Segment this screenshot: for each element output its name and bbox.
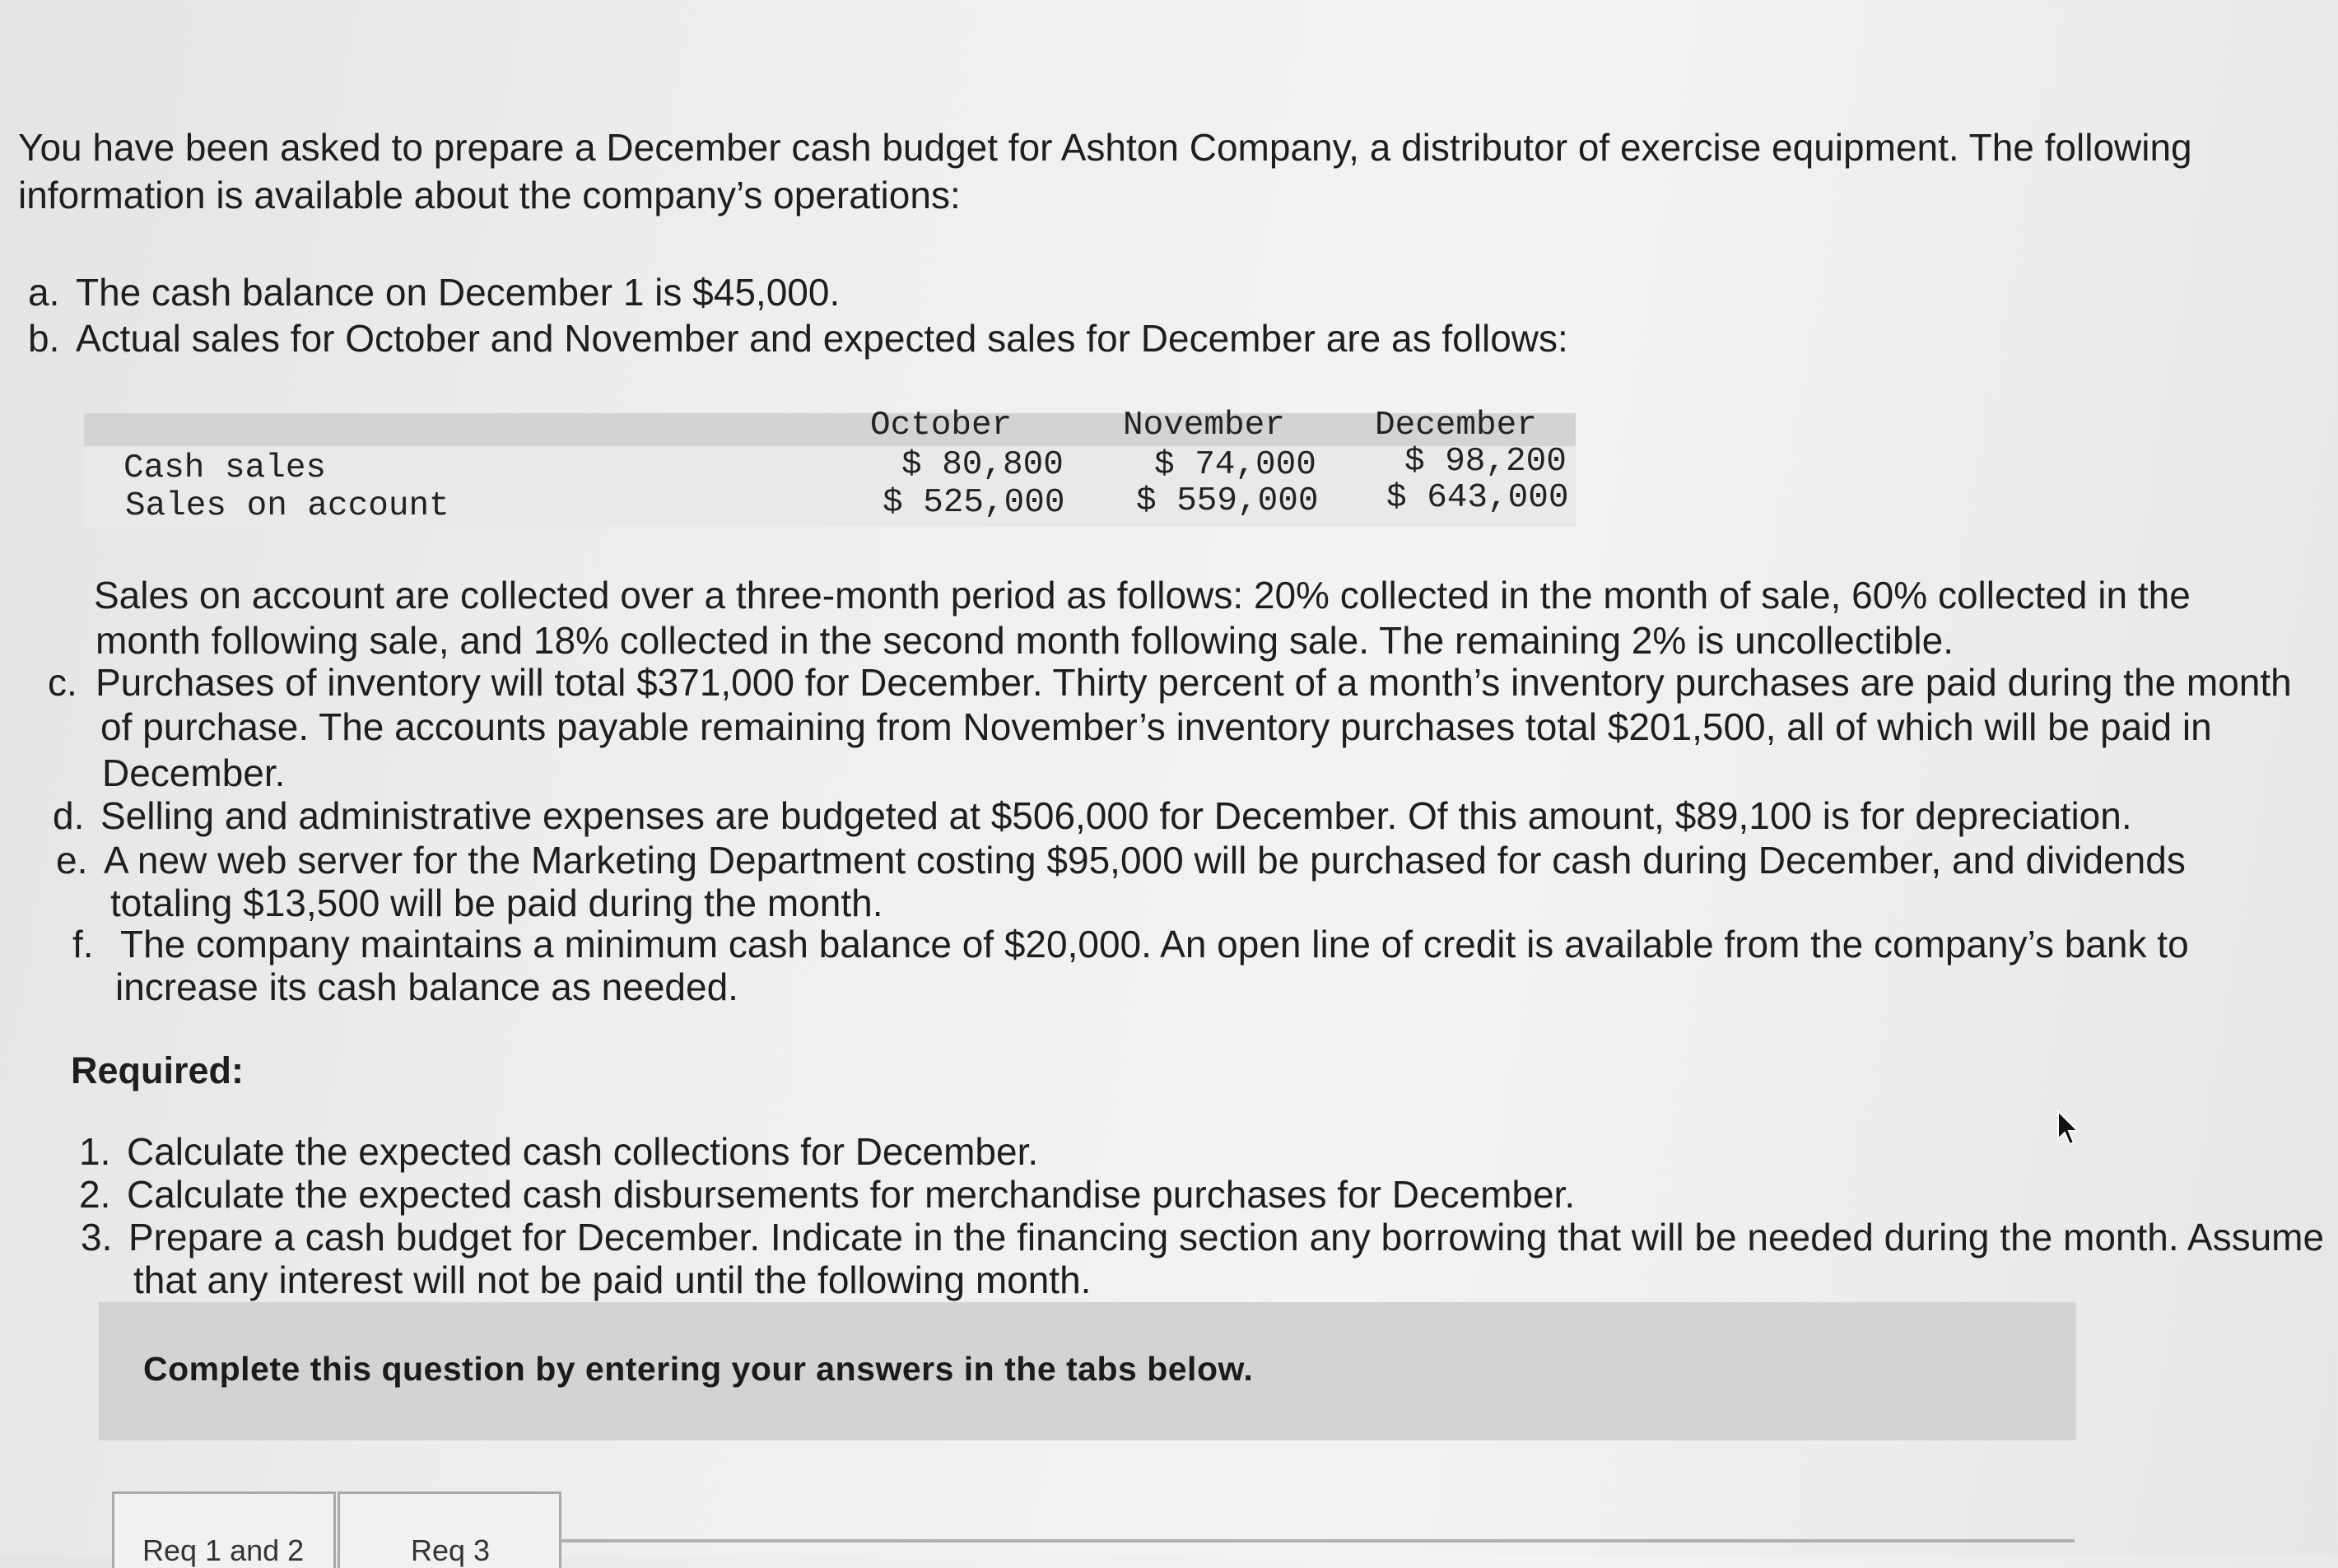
required-2-label: 2. <box>79 1173 111 1216</box>
intro-line-2: information is available about the company’s operations: <box>18 174 961 216</box>
sales-table <box>84 405 1576 528</box>
item-b-text: Actual sales for October and November and expected sales for December are as follows: <box>76 317 1568 360</box>
item-a-text: The cash balance on December 1 is $45,000. <box>76 271 841 314</box>
required-1-text: Calculate the expected cash collections for December. <box>127 1130 1039 1173</box>
item-c <box>48 658 2292 706</box>
item-c-line-3: December. <box>102 751 286 794</box>
intro-line-1: You have been asked to prepare a December cash budget for Ashton Company, a distributor of exercise equipment. The following <box>18 126 2192 169</box>
required-3-line-2: that any interest will not be paid until the following month. <box>133 1259 1092 1301</box>
required-item-1 <box>79 1128 1038 1175</box>
tab-req-1-and-2-label: Req 1 and 2 <box>142 1533 305 1567</box>
item-f-line-2: increase its cash balance as needed. <box>115 965 738 1008</box>
item-d-label: d. <box>53 794 85 837</box>
item-e-line-2: totaling $13,500 will be paid during the month. <box>110 882 883 924</box>
header-october: October <box>870 407 1013 444</box>
item-e-line-1: A new web server for the Marketing Department costing $95,000 will be purchased for cash during December, and dividends <box>104 839 2186 882</box>
tab-req-3-label: Req 3 <box>411 1533 491 1567</box>
required-3-text: Prepare a cash budget for December. Indicate in the financing section any borrowing that will be needed during the month. Assume <box>128 1216 2325 1259</box>
header-december: December <box>1375 407 1537 444</box>
required-item-3 <box>81 1213 2324 1261</box>
tab-strip-divider <box>560 1539 2075 1542</box>
required-item-2 <box>79 1170 1575 1218</box>
cell-cash-december: $ 98,200 <box>1404 443 1567 481</box>
required-2-text: Calculate the expected cash disbursements for merchandise purchases for December. <box>127 1173 1576 1216</box>
item-f-label: f. <box>72 923 94 965</box>
item-c-line-2: of purchase. The accounts payable remaining from November’s inventory purchases total $201,500, all of which will be paid in <box>100 705 2212 748</box>
item-f <box>72 920 2189 968</box>
item-b-label: b. <box>28 317 60 360</box>
item-f-line-1: The company maintains a minimum cash balance of $20,000. An open line of credit is available from the company’s bank to <box>120 923 2189 965</box>
instruction-banner <box>99 1302 2076 1440</box>
row-label-cash-sales: Cash sales <box>123 449 327 487</box>
required-heading: Required: <box>71 1049 245 1091</box>
collections-line-1: Sales on account are collected over a three-month period as follows: 20% collected in the month of sale, 60% collected in the <box>94 574 2191 616</box>
cell-account-october: $ 525,000 <box>883 484 1065 522</box>
intro-paragraph <box>18 123 2192 219</box>
row-label-sales-on-account: Sales on account <box>125 487 449 525</box>
item-c-label: c. <box>48 661 77 704</box>
item-d-line-1: Selling and administrative expenses are budgeted at $506,000 for December. Of this amount, $89,100 is for depreciation. <box>100 794 2132 837</box>
cell-account-december: $ 643,000 <box>1386 479 1569 517</box>
tab-req-3[interactable] <box>338 1491 561 1568</box>
collections-line-2: month following sale, and 18% collected in the second month following sale. The remaining 2% is uncollectible. <box>95 619 1954 662</box>
cell-account-november: $ 559,000 <box>1136 482 1319 520</box>
required-3-label: 3. <box>81 1216 113 1259</box>
item-e <box>56 836 2186 884</box>
header-november: November <box>1123 407 1285 444</box>
item-e-label: e. <box>56 839 88 882</box>
item-a <box>28 268 840 316</box>
item-a-label: a. <box>28 271 60 314</box>
cell-cash-november: $ 74,000 <box>1154 446 1316 484</box>
item-b <box>28 314 1568 362</box>
item-c-line-1: Purchases of inventory will total $371,000 for December. Thirty percent of a month’s inventory purchases are paid during the month <box>95 661 2292 704</box>
instruction-text: Complete this question by entering your answers in the tabs below. <box>143 1350 1254 1388</box>
required-1-label: 1. <box>79 1130 111 1173</box>
table-header-band <box>84 413 1576 446</box>
mouse-pointer-icon <box>2055 1110 2084 1147</box>
cell-cash-october: $ 80,800 <box>901 446 1064 484</box>
tab-req-1-and-2[interactable] <box>112 1491 336 1568</box>
item-d <box>53 792 2132 840</box>
